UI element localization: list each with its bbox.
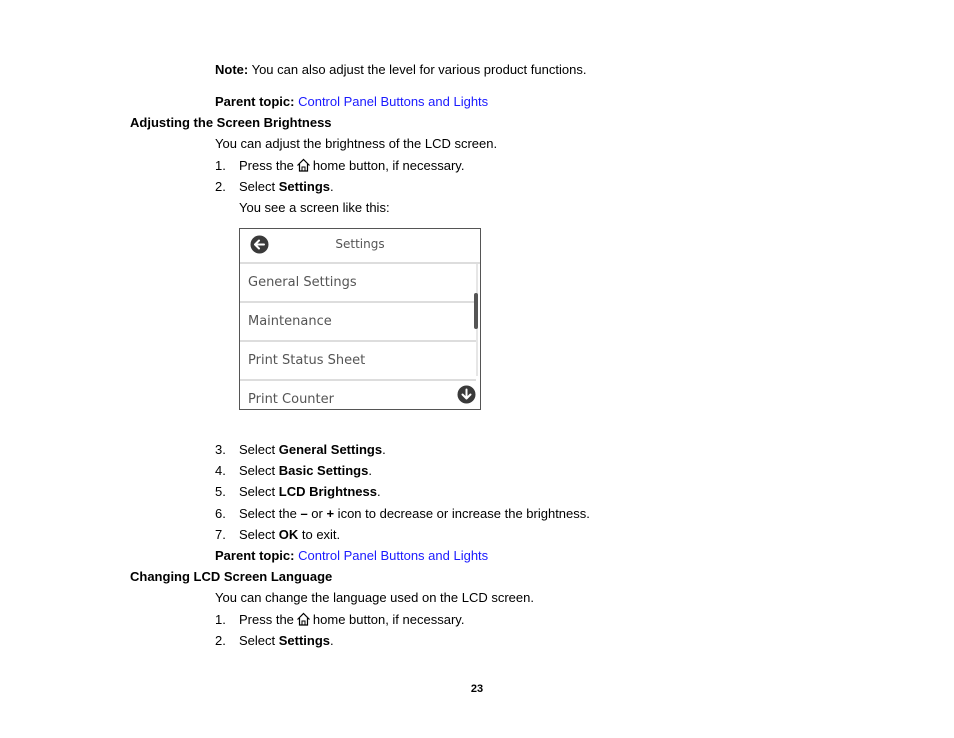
step-text-bold: Settings xyxy=(278,633,331,648)
note-label: Note: xyxy=(215,62,249,77)
lcd-menu-item-print-counter[interactable] xyxy=(240,381,476,410)
section-intro-brightness: You can adjust the brightness of the LCD screen. xyxy=(215,136,498,151)
step-number: 6. xyxy=(215,506,226,521)
step-number: 2. xyxy=(215,633,226,648)
step-7-text xyxy=(239,527,340,543)
lcd-settings-screen xyxy=(239,228,481,410)
step-text-mid: or xyxy=(307,506,327,521)
step-text-bold: LCD Brightness xyxy=(278,484,377,499)
step-text-bold: General Settings xyxy=(278,442,383,457)
parent-topic-2 xyxy=(215,548,488,564)
section-heading-brightness: Adjusting the Screen Brightness xyxy=(130,115,332,130)
note-paragraph xyxy=(215,62,586,78)
step-number: 2. xyxy=(215,179,226,194)
step-text-bold: OK xyxy=(278,527,299,542)
parent-topic-label: Parent topic: xyxy=(215,548,295,563)
lcd-title: Settings xyxy=(335,237,385,251)
step-text-bold: Basic Settings xyxy=(278,463,369,478)
step-text-post: to exit. xyxy=(298,527,341,542)
step-text-pre: Select xyxy=(239,527,279,542)
step-5-text xyxy=(239,484,381,500)
parent-topic-link[interactable]: Control Panel Buttons and Lights xyxy=(298,548,489,563)
lcd-menu-item-maintenance[interactable] xyxy=(240,303,476,342)
step-text-post: . xyxy=(382,442,386,457)
home-icon xyxy=(296,612,311,626)
step-1-text xyxy=(239,158,464,174)
lcd-menu-item-label: General Settings xyxy=(248,275,357,290)
minus-icon-label: – xyxy=(300,506,308,521)
step-text-post: . xyxy=(330,179,334,194)
plus-icon-label: + xyxy=(326,506,335,521)
step-text-pre: Select xyxy=(239,633,279,648)
parent-topic-link[interactable]: Control Panel Buttons and Lights xyxy=(298,94,489,109)
parent-topic-1 xyxy=(215,94,488,110)
lcd-menu-item-general-settings[interactable] xyxy=(240,264,476,303)
lcd-menu-item-label: Print Status Sheet xyxy=(248,353,366,368)
step-text-pre: Select xyxy=(239,484,279,499)
step-text-post: . xyxy=(368,463,372,478)
lcd-menu-item-label: Maintenance xyxy=(248,314,332,329)
step-text-pre: Select xyxy=(239,179,279,194)
section-heading-language: Changing LCD Screen Language xyxy=(130,569,333,584)
lcd-scrollbar-thumb[interactable] xyxy=(474,293,478,329)
step-2-note: You see a screen like this: xyxy=(239,200,390,215)
lang-step-2-text xyxy=(239,633,334,649)
step-1-pre: Press the xyxy=(239,612,294,627)
step-1-post: home button, if necessary. xyxy=(312,612,465,627)
step-text-pre: Select xyxy=(239,463,279,478)
parent-topic-label: Parent topic: xyxy=(215,94,295,109)
lcd-menu-item-print-status-sheet[interactable] xyxy=(240,342,476,381)
step-6-text xyxy=(239,506,590,522)
step-2-text xyxy=(239,179,334,195)
home-icon xyxy=(296,158,311,172)
step-number: 7. xyxy=(215,527,226,542)
step-text-post: . xyxy=(376,484,381,499)
step-number: 3. xyxy=(215,442,226,457)
page-number: 23 xyxy=(470,683,484,695)
step-4-text xyxy=(239,463,372,479)
step-1-pre: Press the xyxy=(239,158,294,173)
lcd-menu-item-label: Print Counter xyxy=(248,392,334,407)
step-text-pre: Select xyxy=(239,442,279,457)
step-number: 1. xyxy=(215,158,226,173)
step-number: 1. xyxy=(215,612,226,627)
down-arrow-icon[interactable] xyxy=(457,385,476,404)
step-text-post: icon to decrease or increase the brightness. xyxy=(334,506,590,521)
step-number: 4. xyxy=(215,463,226,478)
step-number: 5. xyxy=(215,484,226,499)
lang-step-1-text xyxy=(239,612,464,628)
section-intro-language: You can change the language used on the LCD screen. xyxy=(215,590,534,605)
step-3-text xyxy=(239,442,386,458)
lcd-header xyxy=(240,229,480,264)
step-text-post: . xyxy=(330,633,334,648)
step-text-bold: Settings xyxy=(278,179,331,194)
step-text-pre: Select the xyxy=(239,506,301,521)
step-1-post: home button, if necessary. xyxy=(312,158,465,173)
note-text: You can also adjust the level for various product functions. xyxy=(248,62,587,77)
